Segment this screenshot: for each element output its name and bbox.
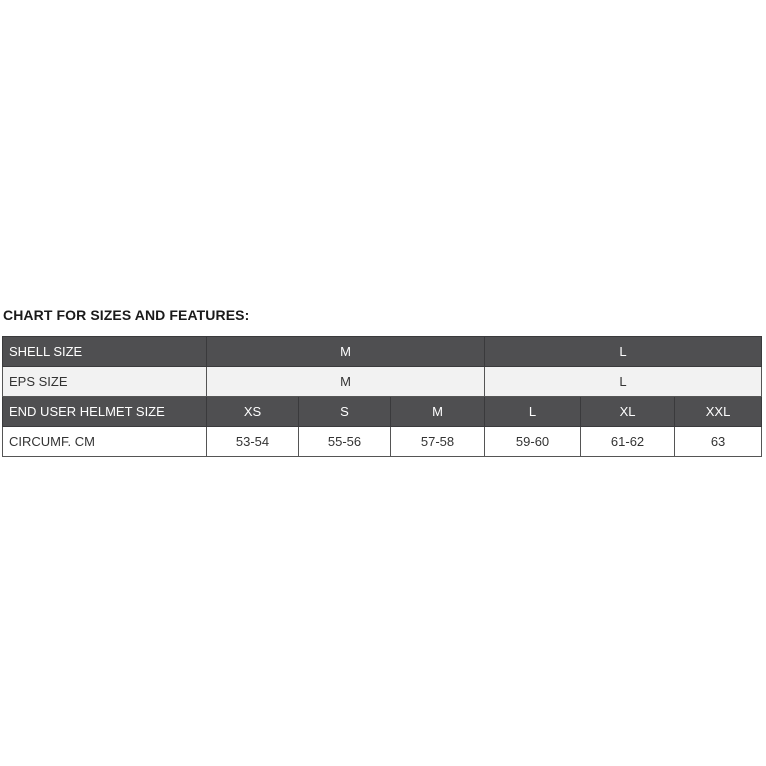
- helmet-size-cell: M: [391, 397, 485, 427]
- shell-size-cell: M: [207, 337, 485, 367]
- helmet-size-cell: XS: [207, 397, 299, 427]
- circumference-cell: 53-54: [207, 427, 299, 457]
- chart-title: CHART FOR SIZES AND FEATURES:: [3, 307, 250, 323]
- helmet-size-cell: XL: [581, 397, 675, 427]
- eps-size-cell: L: [485, 367, 762, 397]
- circumference-cell: 61-62: [581, 427, 675, 457]
- circumference-cell: 57-58: [391, 427, 485, 457]
- eps-size-cell: M: [207, 367, 485, 397]
- helmet-size-label: END USER HELMET SIZE: [3, 397, 207, 427]
- size-chart-table: [2, 336, 762, 457]
- eps-size-label: EPS SIZE: [3, 367, 207, 397]
- circumference-row: [3, 427, 762, 457]
- helmet-size-cell: L: [485, 397, 581, 427]
- helmet-size-row: [3, 397, 762, 427]
- helmet-size-cell: S: [299, 397, 391, 427]
- helmet-size-cell: XXL: [675, 397, 762, 427]
- circumference-cell: 63: [675, 427, 762, 457]
- shell-size-cell: L: [485, 337, 762, 367]
- circumference-label: CIRCUMF. CM: [3, 427, 207, 457]
- circumference-cell: 55-56: [299, 427, 391, 457]
- eps-size-row: [3, 367, 762, 397]
- circumference-cell: 59-60: [485, 427, 581, 457]
- shell-size-label: SHELL SIZE: [3, 337, 207, 367]
- shell-size-row: [3, 337, 762, 367]
